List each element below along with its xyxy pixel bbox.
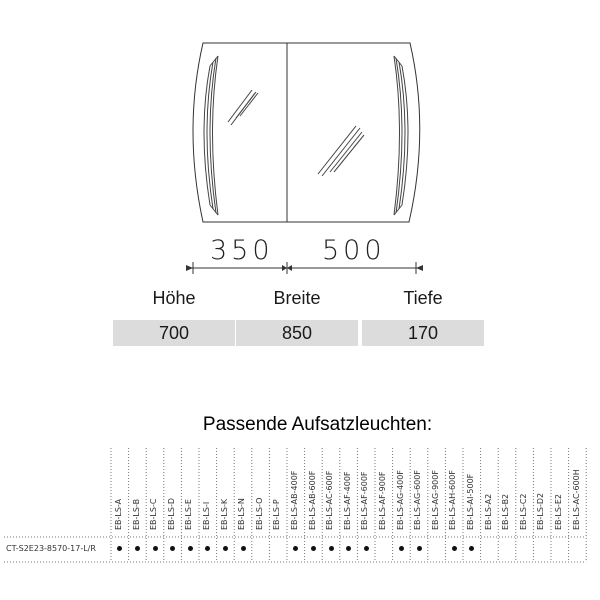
dimension-left: 350 <box>210 235 274 266</box>
spec-value-height: 700 <box>113 320 235 346</box>
lamp-column-label: EB-LS-A <box>114 498 123 530</box>
lamp-column-label: EB-LS-D <box>166 497 176 530</box>
lamp-column-label: EB-LS-E <box>184 499 194 530</box>
compatible-marker <box>311 546 316 551</box>
compatible-marker <box>188 546 193 551</box>
spec-header-width: Breite <box>273 288 321 308</box>
lamp-column-label: EB-LS-D2 <box>536 492 546 530</box>
lamp-column-label: EB-LS-AG-400F <box>395 470 405 530</box>
compatible-marker <box>153 546 158 551</box>
compatible-marker <box>223 546 228 551</box>
compatible-marker <box>452 546 457 551</box>
spec-header-height: Höhe <box>152 288 196 308</box>
spec-value-width: 850 <box>236 320 358 346</box>
lamp-column-label: EB-LS-AH-600F <box>448 470 458 530</box>
lamp-column-label: EB-LS-K <box>219 498 229 530</box>
spec-value-depth: 170 <box>362 320 484 346</box>
compatible-marker <box>399 546 404 551</box>
lamp-column-label: EB-LS-A2 <box>483 493 493 530</box>
compatible-marker <box>329 546 334 551</box>
lamp-column-label: EB-LS-AI-500F <box>466 473 475 530</box>
lamp-column-label: EB-LS-AC-600F <box>325 470 335 530</box>
lamp-column-label: EB-LS-C2 <box>518 493 528 530</box>
lamp-column-label: EB-LS-AF-900F <box>378 471 387 530</box>
spec-header-depth: Tiefe <box>403 288 443 308</box>
compatible-marker <box>241 546 246 551</box>
lamp-column-label: EB-LS-B <box>131 498 141 530</box>
compatible-marker <box>135 546 140 551</box>
lamp-column-label: EB-LS-O <box>254 497 264 530</box>
lamp-column-label: EB-LS-P <box>272 499 282 530</box>
compatible-marker <box>417 546 422 551</box>
lamp-column-label: EB-LS-AF-400F <box>342 471 352 530</box>
lamp-column-label: EB-LS-AF-600F <box>360 471 370 530</box>
lamp-column-label: EB-LS-AB-400F <box>290 470 299 530</box>
lamp-column-label: EB-LS-B2 <box>501 493 511 530</box>
lamp-column-label: EB-LS-AB-600F <box>307 470 317 530</box>
cabinet-model-label: CT-S2E23-8570-17-L/R <box>6 544 96 553</box>
lamp-column-label: EB-LS-C <box>149 498 159 530</box>
compatible-lamps-title: Passende Aufsatzleuchten: <box>202 414 433 435</box>
compatible-marker <box>364 546 369 551</box>
lamp-column-label: EB-LS-E2 <box>554 494 563 530</box>
lamp-column-label: EB-LS-AG-900F <box>430 470 440 530</box>
lamp-column-label: EB-LS-AG-600F <box>413 470 423 530</box>
dimension-right: 500 <box>322 235 386 266</box>
lamp-column-label: EB-LS-N <box>237 498 247 530</box>
lamp-column-label: EB-LS-AC-600H <box>571 469 581 530</box>
lamp-column-label: EB-LS-I <box>202 501 211 530</box>
